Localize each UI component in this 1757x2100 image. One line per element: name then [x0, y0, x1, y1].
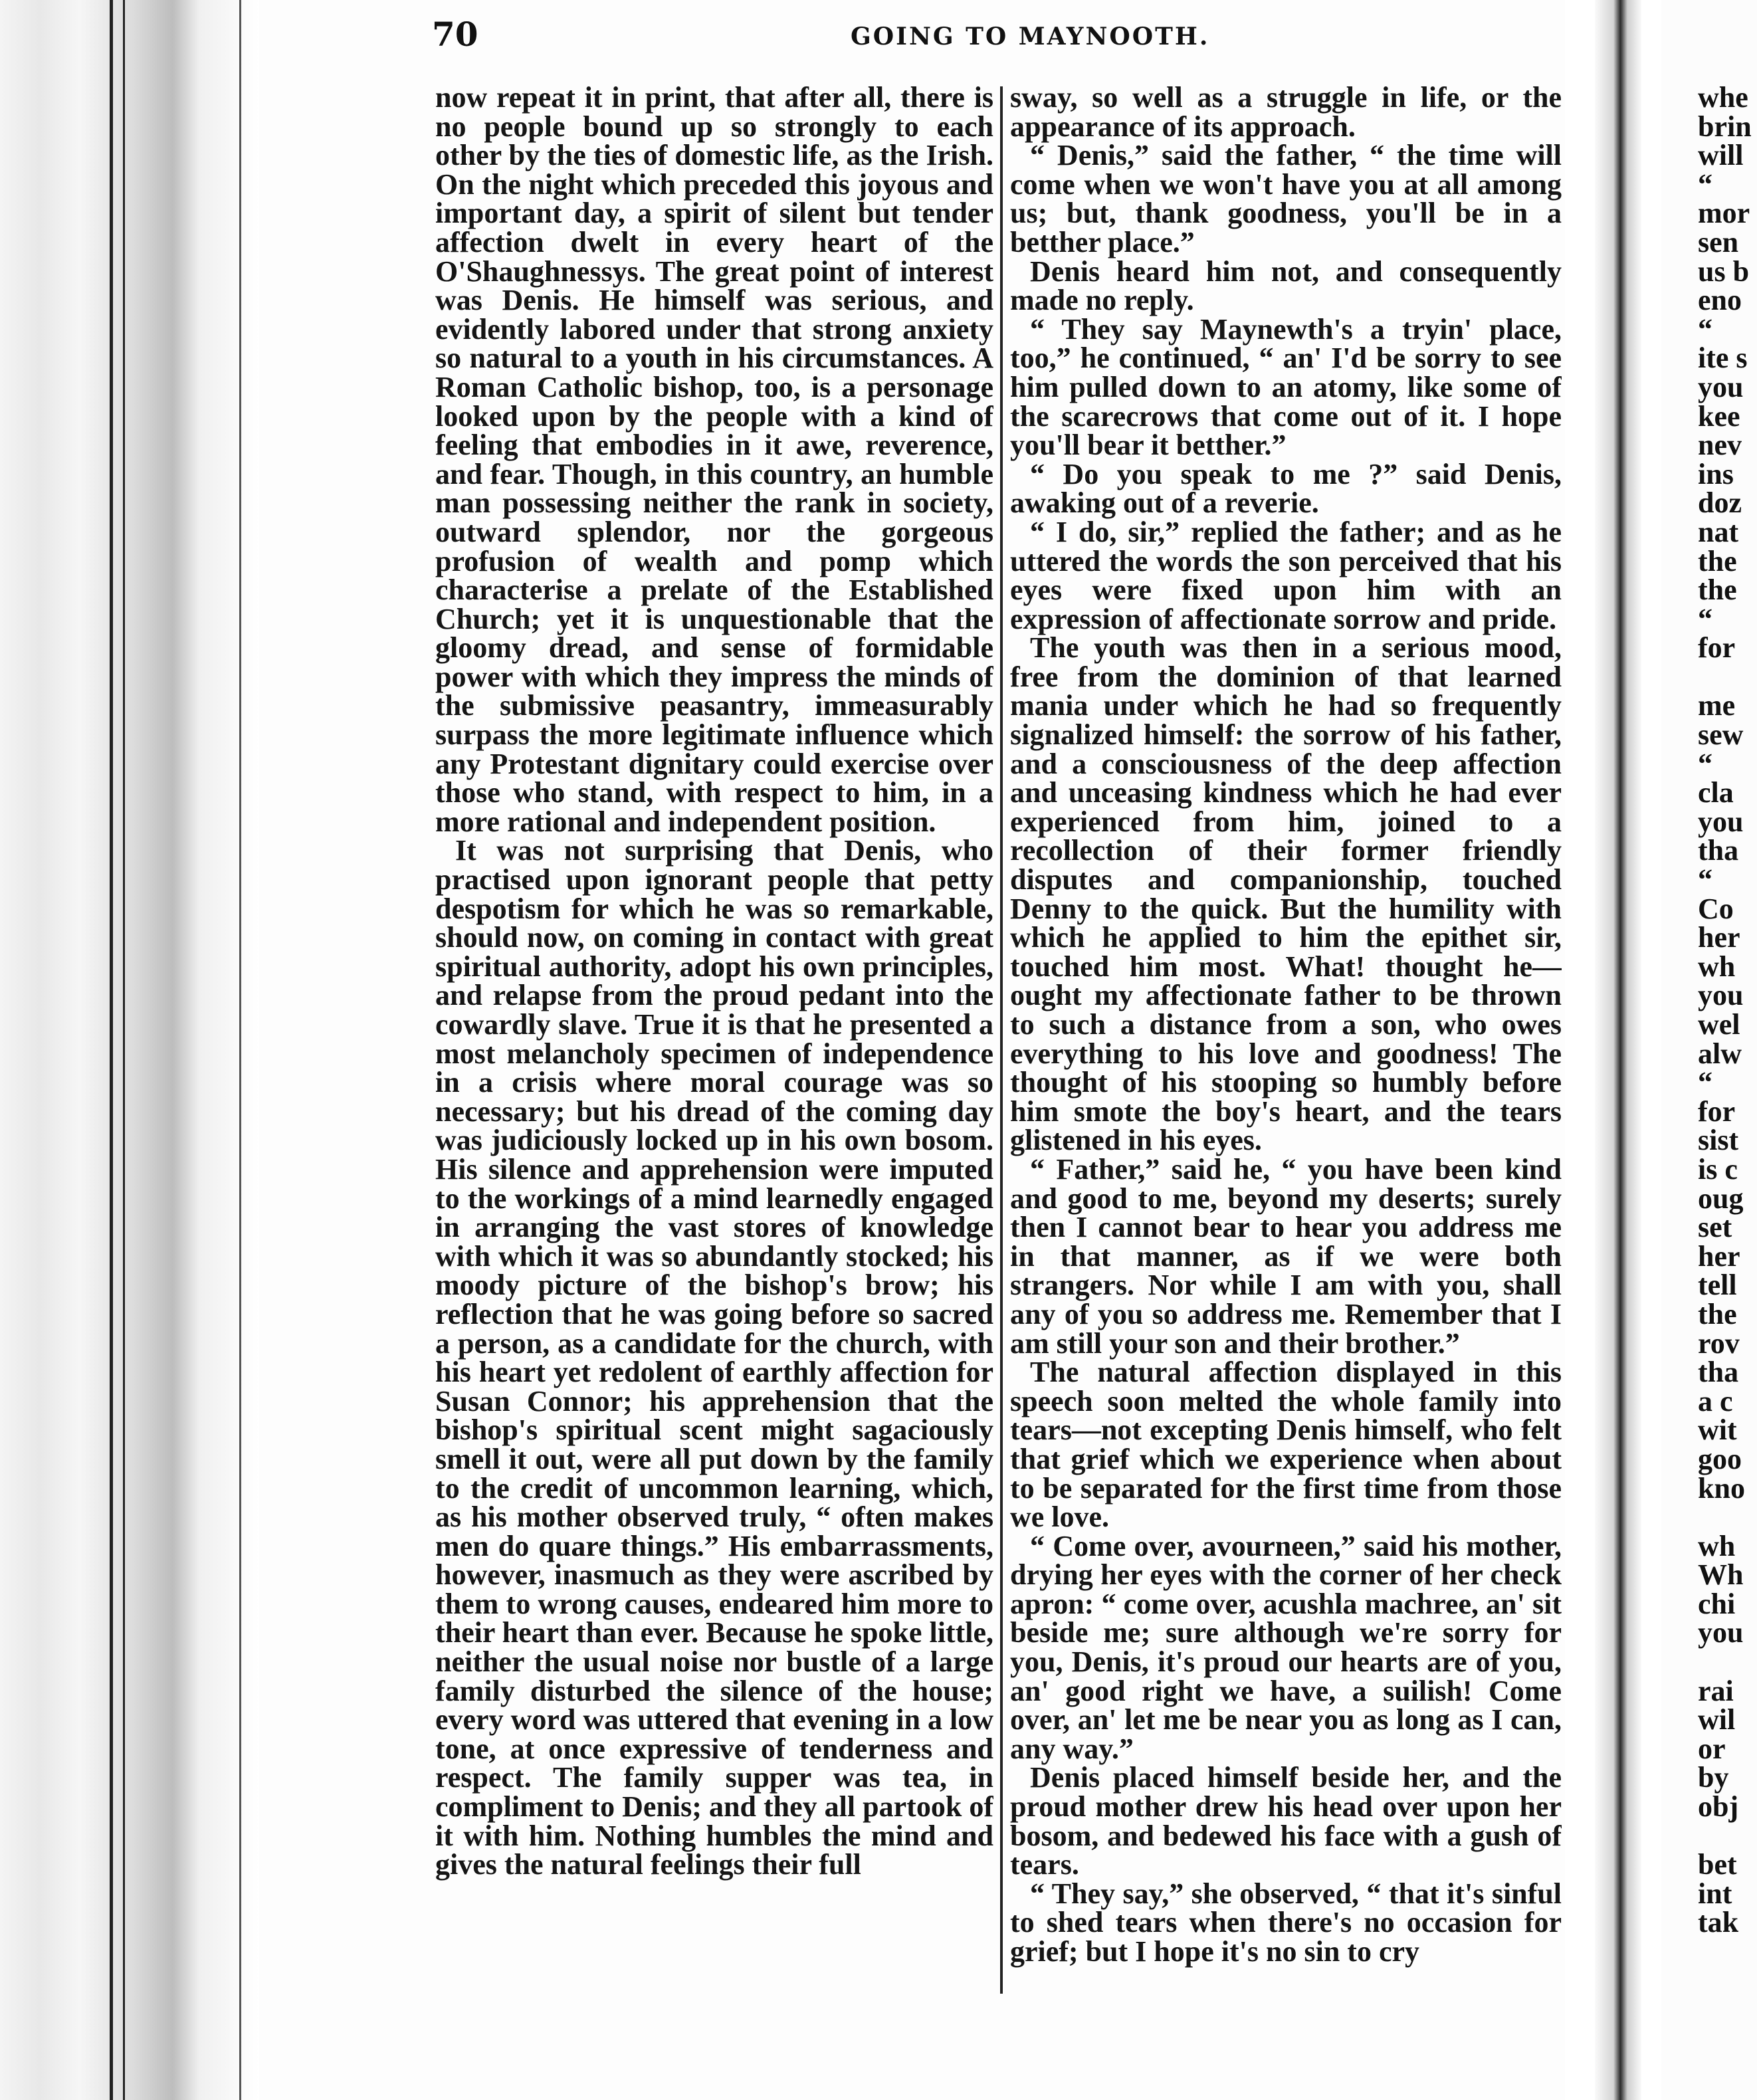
facing-page-fragment: mor — [1698, 197, 1750, 230]
facing-page-fragment: bet — [1698, 1848, 1737, 1881]
facing-page-fragment: tha — [1698, 834, 1739, 867]
facing-page-fragment: the — [1698, 544, 1737, 578]
facing-page-fragment: whe — [1698, 83, 1748, 114]
facing-page-fragment: you — [1698, 979, 1744, 1012]
facing-page-fragment: set — [1698, 1211, 1732, 1244]
facing-page-fragment: her — [1698, 1239, 1740, 1273]
page-number: 70 — [432, 15, 478, 54]
paragraph: now repeat it in print, that after all, there is no people bound up so strongly to each other by the ties of domestic life, as the Irish. On the night which preceded this joyous and important day, a spirit of silent but tender affection dwelt in every heart of the O'Shaughnessys. The great point of interest was Denis. He himself was serious, and evidently labored under that strong anxiety so natural to a youth in his circumstances. A Roman Catholic bishop, too, is a personage looked upon by the people with a kind of feeling that embodies in it awe, reverence, and fear. Though, in this country, an humble man possessing neither the rank in society, outward splendor, nor the gorgeous profusion of wealth and pomp which characterise a prelate of the Established Church; yet it is unquestionable that the gloomy dread, and sense of formidable power with which they impress the minds of the submissive peasantry, immeasurably surpass the more legitimate influence which any Protestant dignitary could exercise over those who stand, with respect to him, in a more rational and independent position. — [435, 83, 993, 838]
facing-page-fragment: tell — [1698, 1269, 1737, 1302]
facing-page-fragment: kno — [1698, 1471, 1745, 1505]
facing-page-fragment: int — [1698, 1877, 1732, 1910]
facing-page-fragment: rai — [1698, 1674, 1734, 1707]
facing-page-fragment: “ — [1698, 312, 1712, 346]
facing-page-fragment: chi — [1698, 1587, 1736, 1620]
facing-page-fragment: me — [1698, 689, 1736, 722]
text-column-left — [435, 83, 993, 2004]
facing-page-fragment: eno — [1698, 284, 1742, 317]
facing-page-fragment: you — [1698, 805, 1744, 838]
facing-page-fragment: kee — [1698, 399, 1740, 433]
facing-page-fragment: “ — [1698, 863, 1712, 896]
facing-page-fragment: doz — [1698, 486, 1742, 520]
facing-page-fragment: “ — [1698, 747, 1712, 780]
facing-page-fragment: or — [1698, 1732, 1726, 1765]
facing-page-fragment: the — [1698, 1297, 1737, 1330]
facing-page-fragment: her — [1698, 921, 1740, 954]
facing-page-fragment: sew — [1698, 718, 1744, 752]
book-binding — [0, 0, 259, 2100]
facing-page-fragment: obj — [1698, 1790, 1739, 1824]
facing-page-fragment: wh — [1698, 1529, 1736, 1562]
running-title: GOING TO MAYNOOTH. — [851, 23, 1210, 51]
facing-page-fragment: the — [1698, 574, 1737, 607]
facing-page-fragment: nev — [1698, 429, 1742, 462]
paragraph: “ Do you speak to me ?” said Denis, awaking out of a reverie. — [1010, 457, 1562, 520]
facing-page-fragment: oug — [1698, 1182, 1744, 1215]
facing-page-fragment: sist — [1698, 1124, 1739, 1157]
facing-page-fragment — [1698, 1822, 1757, 1851]
binding-edge-line — [110, 0, 113, 2100]
paragraph: It was not surprising that Denis, who practised upon ignorant people that petty despotism for which he was so remarkable, should now, on coming in contact with great spiritual authority, adopt his own principles, and relapse from the proud pedant into the cowardly slave. True it is that he presented a most melancholy specimen of independence in a crisis where moral courage was so necessary; but his dread of the coming day was judiciously locked up in his own bosom. His silence and apprehension were imputed to the workings of a mind learnedly engaged in arranging the vast stores of knowledge with which it was so abundantly stocked; his moody picture of the bishop's brow; his reflection that he was going before so sacred a person, as a candidate for the church, with his heart yet redolent of earthly affection for Susan Connor; his apprehension that the bishop's spiritual scent might sagaciously smell it out, were all put down by the family to the credit of uncommon learning, which, as his mother observed truly, “ often makes men do quare things.” His embarrassments, however, inasmuch as they were ascribed by them to wrong causes, endeared him more to their heart than ever. Because he spoke little, neither the usual noise nor bustle of a large family disturbed the silence of the house; every word was uttered that evening in a low tone, at once expressive of tenderness and respect. The family supper was tea, in compliment to Denis; and they all partook of it with him. Nothing humbles the mind and gives the natural feelings their full — [435, 834, 993, 1881]
paragraph: Denis placed himself beside her, and the proud mother drew his head over upon her bosom, and bedewed his face with a gush of tears. — [1010, 1761, 1562, 1881]
paragraph: “ Denis,” said the father, “ the time will come when we won't have you at all among us; but, thank goodness, you'll be in a betther place.” — [1010, 139, 1562, 259]
facing-page-fragment: us b — [1698, 255, 1750, 288]
facing-page-fragment: Wh — [1698, 1558, 1744, 1592]
facing-page-fragment: sen — [1698, 225, 1739, 259]
paragraph: The natural affection displayed in this speech soon melted the whole family into tears—not excepting Denis himself, who felt that grief which we experience when about to be separated for the first time from those we love. — [1010, 1356, 1562, 1534]
facing-page-fragment — [1698, 1647, 1757, 1677]
paragraph: “ They say Maynewth's a tryin' place, too,” he continued, “ an' I'd be sorry to see him pulled down to an atomy, like some of the scarecrows that come out of it. I hope you'll bear it betther.” — [1010, 312, 1562, 462]
binding-edge-line — [239, 0, 241, 2100]
facing-page-fragment: nat — [1698, 515, 1739, 548]
facing-page-fragment: wil — [1698, 1703, 1736, 1736]
facing-page-fragment — [1698, 1503, 1757, 1532]
paragraph: The youth was then in a serious mood, free from the dominion of that learned mania under which he had so frequently signalized himself: the sorrow of his father, and a consciousness of the deep affection and unceasing kindness which he had ever experienced from him, joined to a recollection of their former friendly disputes and companionship, touched Denny to the quick. But the humility with which he applied to him the epithet sir, touched him most. What! thought he—ought my affectionate father to be thrown to such a distance from a son, who owes everything to his love and goodness! The thought of his stooping so humbly before him smote the boy's heart, and the tears glistened in his eyes. — [1010, 631, 1562, 1157]
facing-page-fragment: alw — [1698, 1037, 1742, 1070]
facing-page-fragment: goo — [1698, 1442, 1742, 1475]
text-column-right — [1010, 83, 1562, 2004]
facing-page-fragment: wh — [1698, 950, 1736, 983]
facing-page-text-fragments — [1698, 83, 1757, 2004]
facing-page-fragment: tha — [1698, 1356, 1739, 1389]
facing-page-fragment: for — [1698, 631, 1736, 665]
facing-page-fragment: ins — [1698, 457, 1734, 490]
facing-page-fragment: “ — [1698, 602, 1712, 635]
facing-page-fragment: brin — [1698, 110, 1752, 143]
paragraph: “ I do, sir,” replied the father; and as he uttered the words the son perceived that his eyes were fixed upon him with an expression of affectionate sorrow and pride. — [1010, 515, 1562, 635]
facing-page-fragment: you — [1698, 1616, 1744, 1649]
paragraph: “ They say,” she observed, “ that it's sinful to shed tears when there's no occasion for grief; but I hope it's no sin to cry — [1010, 1877, 1562, 1968]
facing-page-fragment: a c — [1698, 1384, 1733, 1418]
facing-page-fragment: for — [1698, 1095, 1736, 1128]
facing-page-fragment: rov — [1698, 1326, 1740, 1360]
paragraph: “ Come over, avourneen,” said his mother, drying her eyes with the corner of her check apron: “ come over, acushla machree, an' sit beside me; sure although we're sorry for you, Denis, it's proud our hearts are of you, an' good right we have, a suilish! Come over, an' let me be near you as long as I can, any way.” — [1010, 1529, 1562, 1765]
paragraph: “ Father,” said he, “ you have been kind and good to me, beyond my deserts; surely then I cannot bear to hear you address me in that manner, as if we were both strangers. Nor while I am with you, shall any of you so address me. Remember that I am still your son and their brother.” — [1010, 1152, 1562, 1360]
paragraph: sway, so well as a struggle in life, or the appearance of its approach. — [1010, 83, 1562, 143]
column-rule — [1000, 86, 1003, 1994]
facing-page-fragment: “ — [1698, 1066, 1712, 1099]
facing-page-fragment: is c — [1698, 1152, 1738, 1186]
facing-page-fragment — [1698, 663, 1757, 692]
facing-page-fragment: wit — [1698, 1414, 1737, 1447]
facing-page-fragment: tak — [1698, 1906, 1739, 1939]
page-header — [432, 15, 1562, 61]
facing-page-fragment: Co — [1698, 892, 1734, 925]
facing-page-fragment: by — [1698, 1761, 1729, 1794]
facing-page-fragment: ite s — [1698, 342, 1748, 375]
facing-page-fragment: cla — [1698, 776, 1734, 809]
paragraph: Denis heard him not, and consequently made no reply. — [1010, 255, 1562, 317]
facing-page-fragment: “ — [1698, 167, 1712, 201]
binding-edge-line — [123, 0, 125, 2100]
page-gutter — [1595, 0, 1641, 2100]
facing-page-fragment: wel — [1698, 1008, 1740, 1041]
facing-page-fragment: will — [1698, 139, 1744, 172]
facing-page-fragment: you — [1698, 370, 1744, 403]
